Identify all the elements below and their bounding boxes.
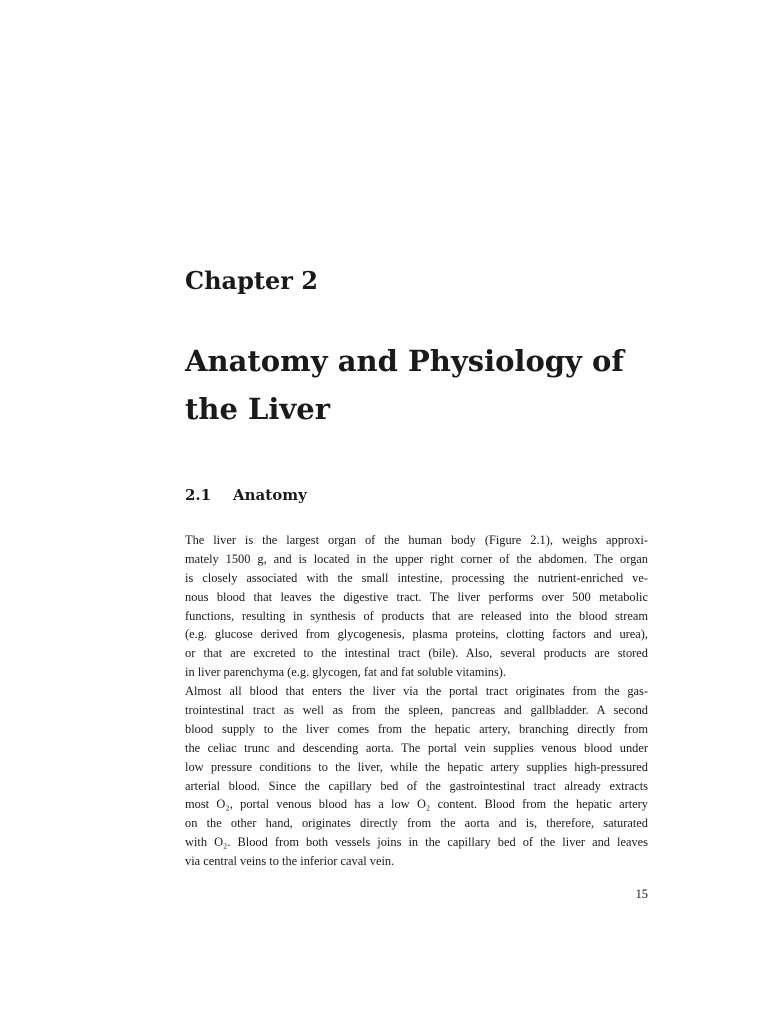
text-line: Almost all blood that enters the liver via the portal tract originates from the gas- <box>185 684 648 699</box>
text-line: in liver parenchyma (e.g. glycogen, fat and fat soluble vitamins). <box>185 665 507 680</box>
text-line: mately 1500 g, and is located in the upper right corner of the abdomen. The organ <box>185 551 648 566</box>
section-heading <box>185 485 307 505</box>
text-line: on the other hand, originates directly from the aorta and is, therefore, saturated <box>185 816 648 831</box>
text-line: trointestinal tract as well as from the spleen, pancreas and gallbladder. A second <box>185 703 648 718</box>
text-line: nous blood that leaves the digestive tract. The liver performs over 500 metabolic <box>185 589 648 604</box>
chapter-title: Anatomy and Physiology of the Liver <box>185 344 624 426</box>
text-line: (e.g. glucose derived from glycogenesis, plasma proteins, clotting factors and urea), <box>185 627 648 642</box>
paragraph <box>185 531 648 682</box>
text-line: the celiac trunc and descending aorta. The portal vein supplies venous blood under <box>185 740 648 755</box>
text-line: The liver is the largest organ of the human body (Figure 2.1), weighs approxi- <box>185 533 648 547</box>
text-line: via central veins to the inferior caval vein. <box>185 854 395 869</box>
paragraph <box>185 682 648 871</box>
text-line: blood supply to the liver comes from the hepatic artery, branching directly from <box>185 721 648 736</box>
chapter-label: Chapter 2 <box>185 266 318 295</box>
section-number: 2.1 <box>185 486 212 504</box>
text-line: or that are excreted to the intestinal tract (bile). Also, several products are stored <box>185 646 648 661</box>
text-line: functions, resulting in synthesis of products that are released into the blood stream <box>185 608 648 623</box>
text-line: arterial blood. Since the capillary bed of the gastrointestinal tract already extracts <box>185 778 648 793</box>
section-title: Anatomy <box>233 486 307 504</box>
text-line: with O₂. Blood from both vessels joins in the capillary bed of the liver and leaves <box>185 835 648 850</box>
text-line: is closely associated with the small intestine, processing the nutrient-enriched ve- <box>185 570 648 585</box>
page-number: 15 <box>635 887 648 901</box>
text-line: low pressure conditions to the liver, while the hepatic artery supplies high-pressured <box>185 759 648 774</box>
text-line: most O₂, portal venous blood has a low O₂ content. Blood from the hepatic artery <box>185 797 648 812</box>
body-text <box>185 531 648 871</box>
